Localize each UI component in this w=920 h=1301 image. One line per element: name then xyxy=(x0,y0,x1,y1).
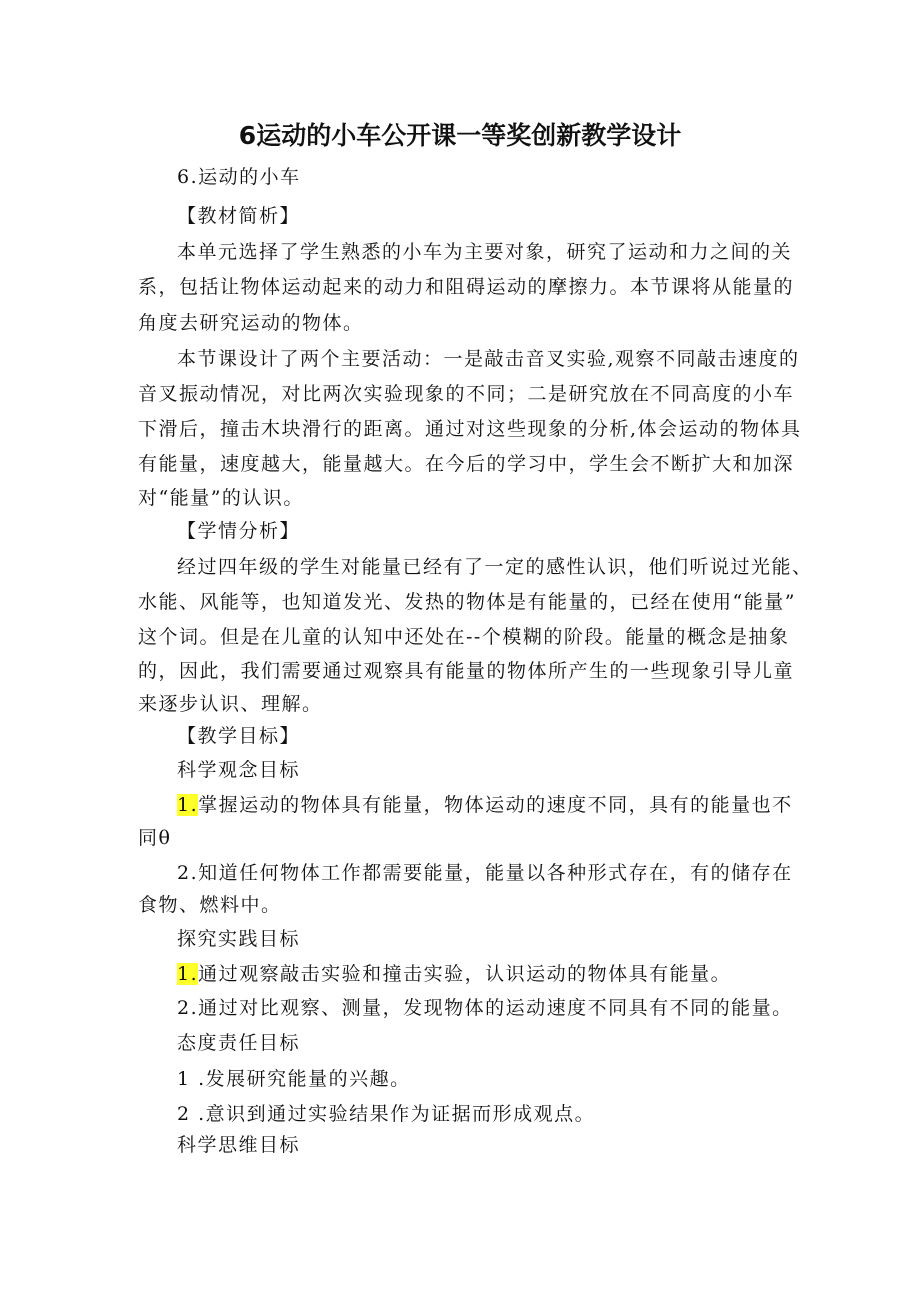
list-item xyxy=(177,957,731,991)
subheading-scientific-thinking: 科学思维目标 xyxy=(177,1134,301,1156)
list-item-text: 掌握运动的物体具有能量，物体运动的速度不同，具有的能量也不 xyxy=(198,794,793,816)
paragraph-line: 角度去研究运动的物体。 xyxy=(138,312,364,334)
paragraph-line: 水能、风能等，也知道发光、发热的物体是有能量的，已经在使用“能量” xyxy=(138,591,796,613)
list-item-text: 通过观察敲击实验和撞击实验，认识运动的物体具有能量。 xyxy=(198,963,732,985)
subheading-attitude-responsibility: 态度责任目标 xyxy=(177,1032,301,1054)
highlighted-number: 1. xyxy=(177,794,199,816)
paragraph-line: 同θ xyxy=(138,827,172,849)
paragraph-line: 对“能量”的认识。 xyxy=(138,487,304,509)
list-item: 2.通过对比观察、测量，发现物体的运动速度不同具有不同的能量。 xyxy=(177,997,793,1019)
paragraph-line: 食物、燃料中。 xyxy=(138,894,282,916)
list-item: 2.知道任何物体工作都需要能量，能量以各种形式存在，有的储存在 xyxy=(177,862,793,884)
paragraph-line: 经过四年级的学生对能量已经有了一定的感性认识，他们听说过光能、 xyxy=(177,556,813,578)
heading-textbook-analysis: 【教材简析】 xyxy=(177,205,301,227)
paragraph-line: 系，包括让物体运动起来的动力和阻碍运动的摩擦力。本节课将从能量的 xyxy=(138,276,795,298)
document-title: 6运动的小车公开课一等奖创新教学设计 xyxy=(238,121,682,150)
heading-teaching-goals: 【教学目标】 xyxy=(177,725,301,747)
paragraph-line: 本单元选择了学生熟悉的小车为主要对象，研究了运动和力之间的关 xyxy=(177,241,793,263)
section-number-heading: 6.运动的小车 xyxy=(177,166,301,188)
paragraph-line: 本节课设计了两个主要活动：一是敲击音叉实验,观察不同敲击速度的 xyxy=(177,348,800,370)
heading-learner-analysis: 【学情分析】 xyxy=(177,520,301,542)
list-item: 2 .意识到通过实验结果作为证据而形成观点。 xyxy=(177,1103,596,1125)
paragraph-line: 来逐步认识、理解。 xyxy=(138,693,323,715)
subheading-science-concept: 科学观念目标 xyxy=(177,759,301,781)
paragraph-line: 的，因此，我们需要通过观察具有能量的物体所产生的一些现象引导儿童 xyxy=(138,660,795,682)
subheading-inquiry-practice: 探究实践目标 xyxy=(177,928,301,950)
list-item: 1 .发展研究能量的兴趣。 xyxy=(177,1068,411,1090)
paragraph-line: 下滑后，撞击木块滑行的距离。通过对这些现象的分析,体会运动的物体具 xyxy=(138,418,802,440)
paragraph-line: 音叉振动情况，对比两次实验现象的不同；二是研究放在不同高度的小车 xyxy=(138,383,795,405)
highlighted-number: 1. xyxy=(177,963,199,985)
list-item xyxy=(177,788,793,822)
paragraph-line: 这个词。但是在儿童的认知中还处在--个模糊的阶段。能量的概念是抽象 xyxy=(138,626,790,648)
paragraph-line: 有能量，速度越大，能量越大。在今后的学习中，学生会不断扩大和加深 xyxy=(138,453,795,475)
